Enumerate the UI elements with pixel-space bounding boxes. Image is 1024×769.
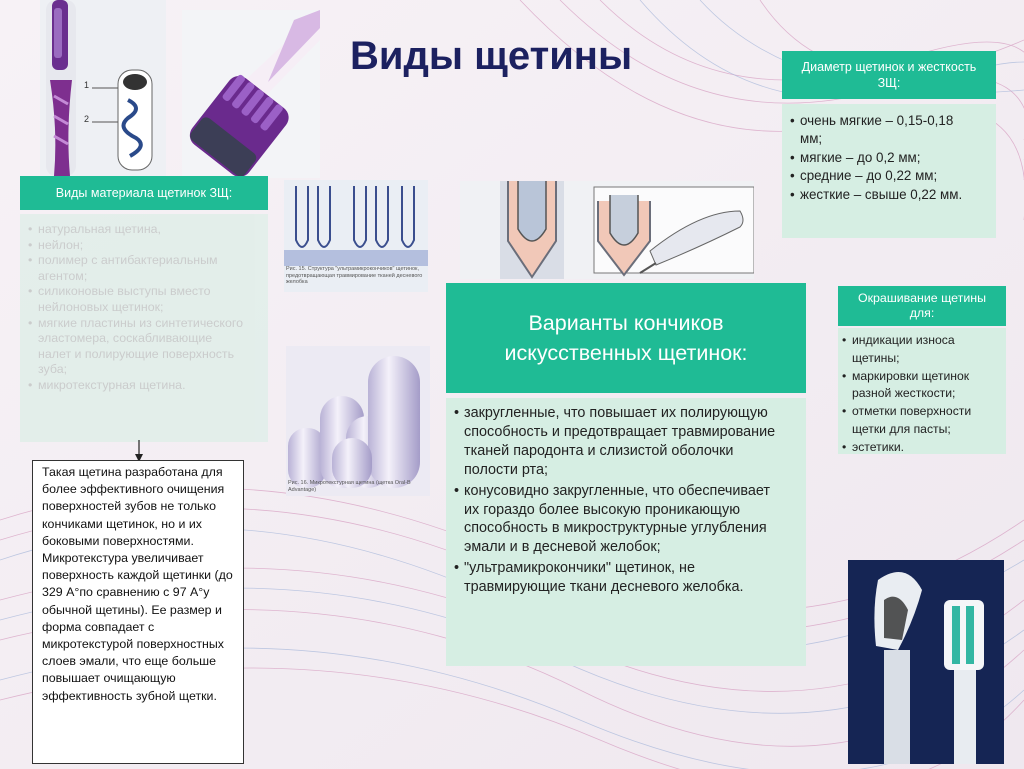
arrow-down-icon bbox=[134, 440, 144, 462]
tips-header-text: Варианты кончиков искусственных щетинок: bbox=[504, 311, 748, 365]
figure-15-caption: Рис. 15. Структура "ультрамикрокончиков" щетинок, предотвращающая травмирование тканей десневого желобка bbox=[286, 266, 423, 285]
material-item: • силиконовые выступы вместо нейлоновых щетинок; bbox=[28, 284, 244, 315]
diagram-label-2: 2 bbox=[84, 114, 90, 124]
material-item: • полимер с антибактериальным агентом; bbox=[28, 253, 244, 284]
material-list bbox=[28, 222, 244, 394]
brush-head-photo bbox=[182, 10, 320, 178]
material-item: • натуральная щетина, bbox=[28, 222, 244, 238]
worn-vs-new-brush-photo bbox=[848, 560, 1004, 764]
diameter-body bbox=[782, 104, 996, 238]
material-header-text: Виды материала щетинок ЗЩ: bbox=[55, 186, 233, 200]
material-item: • нейлон; bbox=[28, 238, 244, 254]
tips-body bbox=[446, 398, 806, 666]
toothbrush-photo bbox=[40, 0, 166, 176]
color-body bbox=[838, 328, 1006, 454]
tips-item: • конусовидно закругленные, что обеспечивает их гораздо более высокую проникающую способность в микроструктурные углубления эмали и в десневой желобок; bbox=[454, 482, 788, 558]
material-item: • мягкие пластины из синтетического эластомера, соскабливающие налет и полирующие поверхность зуба; bbox=[28, 316, 244, 378]
tips-header bbox=[446, 283, 806, 393]
diameter-item: • средние – до 0,22 мм; bbox=[790, 167, 974, 185]
tips-item: • закругленные, что повышает их полирующую способность и предотвращает травмирование тканей пародонта и слизистой оболочки полости рта; bbox=[454, 404, 788, 480]
color-list bbox=[842, 332, 998, 457]
material-header bbox=[20, 176, 268, 210]
color-header bbox=[838, 286, 1006, 326]
tips-list bbox=[454, 404, 788, 597]
diameter-item: • очень мягкие – 0,15-0,18 мм; bbox=[790, 112, 974, 149]
diameter-header bbox=[782, 51, 996, 99]
microtexture-note bbox=[32, 460, 244, 764]
diameter-header-text: Диаметр щетинок и жесткость ЗЩ: bbox=[801, 60, 977, 90]
bristle-tips-diagram bbox=[460, 181, 754, 279]
color-item: • отметки поверхности щетки для пасты; bbox=[842, 403, 998, 439]
tips-item: • "ультрамикрокончики" щетинок, не травмирующие ткани десневого желобка. bbox=[454, 559, 788, 597]
diagram-label-1: 1 bbox=[84, 80, 90, 90]
figure-16-caption: Рис. 16. Микротекстурная щетина (щетка Oral-B Advantage) bbox=[288, 480, 411, 493]
diameter-list bbox=[790, 112, 974, 204]
slide-title: Виды щетины bbox=[350, 34, 633, 78]
color-item: • индикации износа щетины; bbox=[842, 332, 998, 368]
diameter-item: • жесткие – свыше 0,22 мм. bbox=[790, 186, 974, 204]
microtexture-note-text: Такая щетина разработана для более эффективного очищения поверхностей зубов не только кончиками щетинок, но и их боковыми поверхностями. Микротекстура увеличивает поверхность каждой щетинки (до 329 А°по сравнению с 97 А°у обычной щетины). Ее размер и форма совпадает с микротекстурой поверхностных слоев эмали, что еще больше повышает очищающую эффективность зубной щетки. bbox=[42, 465, 233, 703]
material-body bbox=[20, 214, 268, 442]
material-item: • микротекстурная щетина. bbox=[28, 378, 244, 394]
color-item: • эстетики. bbox=[842, 439, 998, 457]
figure-15-image bbox=[284, 180, 428, 292]
color-header-text: Окрашивание щетины для: bbox=[857, 291, 986, 320]
diameter-item: • мягкие – до 0,2 мм; bbox=[790, 149, 974, 167]
figure-16-image bbox=[286, 346, 430, 496]
color-item: • маркировки щетинок разной жесткости; bbox=[842, 368, 998, 404]
